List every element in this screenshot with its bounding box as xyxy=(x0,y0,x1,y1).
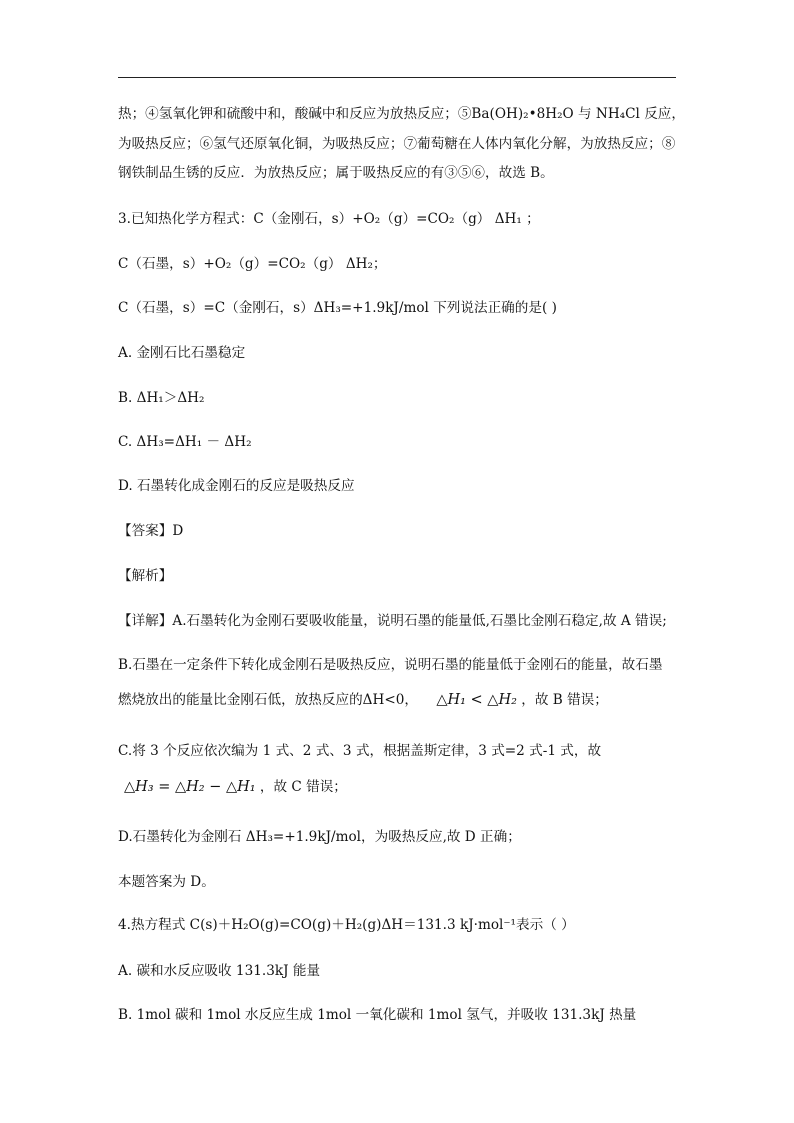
analysis-heading: 【解析】 xyxy=(118,568,173,584)
explanation-b-2 xyxy=(118,690,608,710)
q4-option-a: A. 碳和水反应吸收 131.3kJ 能量 xyxy=(118,963,321,979)
equation-conversion: C（石墨，s）=C（金刚石，s）ΔH₃=+1.9kJ/mol 下列说法正确的是( ) xyxy=(118,300,557,316)
conclusion: 本题答案为 D。 xyxy=(118,874,215,890)
explanation-c-1: C.将 3 个反应依次编为 1 式、2 式、3 式，根据盖斯定律，3 式=2 式-1 式，故 xyxy=(118,743,602,759)
answer: 【答案】D xyxy=(118,523,184,539)
explanation-c-tail: ，故 C 错误； xyxy=(259,779,347,795)
formula-dh1-lt-dh2: △H₁ < △H₂ xyxy=(436,692,517,708)
text-line: 为吸热反应；⑥氢气还原氧化铜，为吸热反应；⑦葡萄糖在人体内氧化分解，为放热反应；⑧ xyxy=(118,136,676,152)
option-b: B. ΔH₁＞ΔH₂ xyxy=(118,390,205,406)
equation-graphite: C（石墨，s）+O₂（g）=CO₂（g） ΔH₂； xyxy=(118,256,387,272)
explanation-b-tail: ，故 B 错误； xyxy=(521,692,608,708)
explanation-c-2 xyxy=(118,777,347,797)
q4-option-b: B. 1mol 碳和 1mol 水反应生成 1mol 一氧化碳和 1mol 氢气，并吸收 131.3kJ 热量 xyxy=(118,1007,637,1023)
explanation-b-text: 燃烧放出的能量比金刚石低，放热反应的ΔH<0， xyxy=(118,692,418,708)
header-rule xyxy=(118,77,676,78)
explanation-a: 【详解】A.石墨转化为金刚石要吸收能量，说明石墨的能量低,石墨比金刚石稳定,故 A 错误; xyxy=(118,613,667,629)
explanation-b-1: B.石墨在一定条件下转化成金刚石是吸热反应，说明石墨的能量低于金刚石的能量，故石墨 xyxy=(118,657,663,673)
explanation-d: D.石墨转化为金刚石 ΔH₃=+1.9kJ/mol，为吸热反应,故 D 正确； xyxy=(118,829,521,845)
option-d: D. 石墨转化成金刚石的反应是吸热反应 xyxy=(118,478,355,494)
question-3-stem: 3.已知热化学方程式：C（金刚石，s）+O₂（g）=CO₂（g） ΔH₁ ； xyxy=(118,211,540,227)
formula-dh3: △H₃ = △H₂ − △H₁ xyxy=(124,779,256,795)
option-c: C. ΔH₃=ΔH₁ － ΔH₂ xyxy=(118,434,252,450)
question-4-stem: 4.热方程式 C(s)＋H₂O(g)=CO(g)＋H₂(g)ΔH＝131.3 kJ·mol⁻¹表示（ ） xyxy=(118,917,575,933)
option-a: A. 金刚石比石墨稳定 xyxy=(118,345,246,361)
text-line: 钢铁制品生锈的反应．为放热反应；属于吸热反应的有③⑤⑥，故选 B。 xyxy=(118,165,554,181)
text-line: 热；④氢氧化钾和硫酸中和，酸碱中和反应为放热反应；⑤Ba(OH)₂•8H₂O 与 NH₄Cl 反应， xyxy=(118,106,685,122)
